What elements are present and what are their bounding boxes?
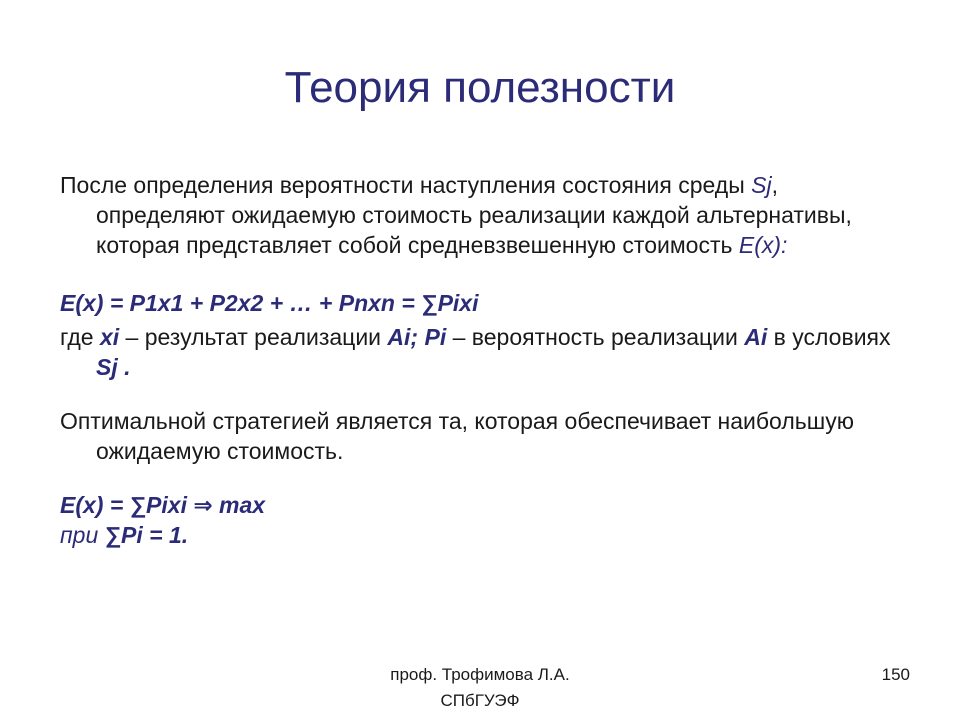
footer-author <box>380 662 580 714</box>
formula-probability-constraint <box>60 520 910 550</box>
formula-expected-value: E(x) = P1x1 + P2x2 + … + Pnxn = ∑Pixi <box>60 290 479 316</box>
slide-content <box>60 170 910 550</box>
p2-text-4: – вероятность реализации <box>446 324 745 350</box>
p1-var-sj: Sj <box>751 172 772 198</box>
p2-var-ai: Ai; <box>387 324 419 350</box>
slide-title: Теория полезности <box>284 63 676 112</box>
p2-var-pi: Pi <box>424 324 447 350</box>
p2-var-xi: xi <box>99 324 120 350</box>
formula-maximization: E(x) = ∑Pixi ⇒ max <box>60 492 266 518</box>
formula3-pri: при <box>60 522 105 548</box>
page-number: 150 <box>881 665 910 684</box>
p1-text-2: , определяют ожидаемую стоимость реализации каждой альтернативы, которая представляет собой средневзвешенную стоимость <box>96 172 852 258</box>
paragraph-where-definitions <box>60 322 910 382</box>
paragraph-optimal-strategy: Оптимальной стратегией является та, которая обеспечивает наибольшую ожидаемую стоимость. <box>60 408 854 464</box>
p1-var-ex: E(x) <box>738 232 782 258</box>
p2-text-5: в условиях <box>767 324 891 350</box>
p2-text-2: – результат реализации <box>119 324 388 350</box>
footer-author-name: проф. Трофимова Л.А. <box>390 665 570 684</box>
p2-var-ai-2: Ai <box>744 324 768 350</box>
p2-text-1: где <box>60 324 100 350</box>
p2-var-sj: Sj . <box>96 354 131 380</box>
paragraph-expected-value-intro <box>60 170 910 260</box>
formula3-rest: ∑Pi = 1. <box>104 522 189 548</box>
p1-text-1: После определения вероятности наступления состояния среды <box>60 172 752 198</box>
p1-colon: : <box>781 232 788 258</box>
footer-institution: СПбГУЭФ <box>440 691 520 710</box>
